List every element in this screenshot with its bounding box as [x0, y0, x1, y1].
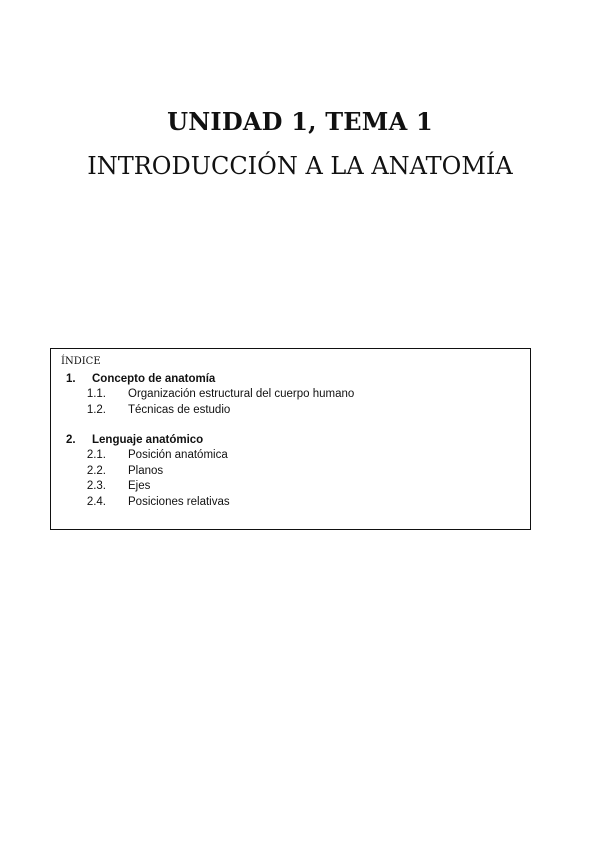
subsection-title: Técnicas de estudio: [128, 403, 231, 416]
subsection-number: 2.2.: [86, 464, 106, 477]
subsection-number: 2.1.: [86, 449, 106, 461]
toc-subsection-row[interactable]: [51, 387, 530, 403]
subsection-title: Planos: [128, 464, 164, 477]
toc-section-row[interactable]: [51, 371, 530, 387]
section-number: 1.: [66, 373, 76, 385]
section-title: Lenguaje anatómico: [92, 434, 204, 446]
subsection-title: Organización estructural del cuerpo humano: [128, 388, 355, 400]
document-title-block: [0, 106, 600, 182]
subsection-number: 2.4.: [86, 495, 106, 508]
subsection-title: Ejes: [128, 480, 151, 492]
unit-title: UNIDAD 1, TEMA 1: [167, 107, 433, 136]
toc-subsection-row[interactable]: [51, 464, 530, 480]
toc-section-row[interactable]: [51, 432, 530, 448]
subsection-number: 2.3.: [86, 480, 106, 492]
toc-section-1: [51, 371, 530, 418]
toc-subsection-row[interactable]: [51, 403, 530, 419]
toc-heading: ÍNDICE: [61, 356, 101, 367]
subsection-number: 1.2.: [86, 403, 106, 416]
toc-section-2: [51, 432, 530, 510]
toc-subsection-row[interactable]: [51, 448, 530, 464]
section-number: 2.: [66, 434, 76, 446]
toc-subsection-row[interactable]: [51, 495, 530, 511]
subsection-title: Posiciones relativas: [128, 495, 230, 508]
subsection-title: Posición anatómica: [128, 449, 228, 461]
section-title: Concepto de anatomía: [92, 373, 216, 385]
subsection-number: 1.1.: [86, 388, 106, 400]
toc-subsection-row[interactable]: [51, 479, 530, 495]
table-of-contents: [50, 348, 531, 530]
topic-title: INTRODUCCIÓN A LA ANATOMÍA: [87, 152, 513, 180]
